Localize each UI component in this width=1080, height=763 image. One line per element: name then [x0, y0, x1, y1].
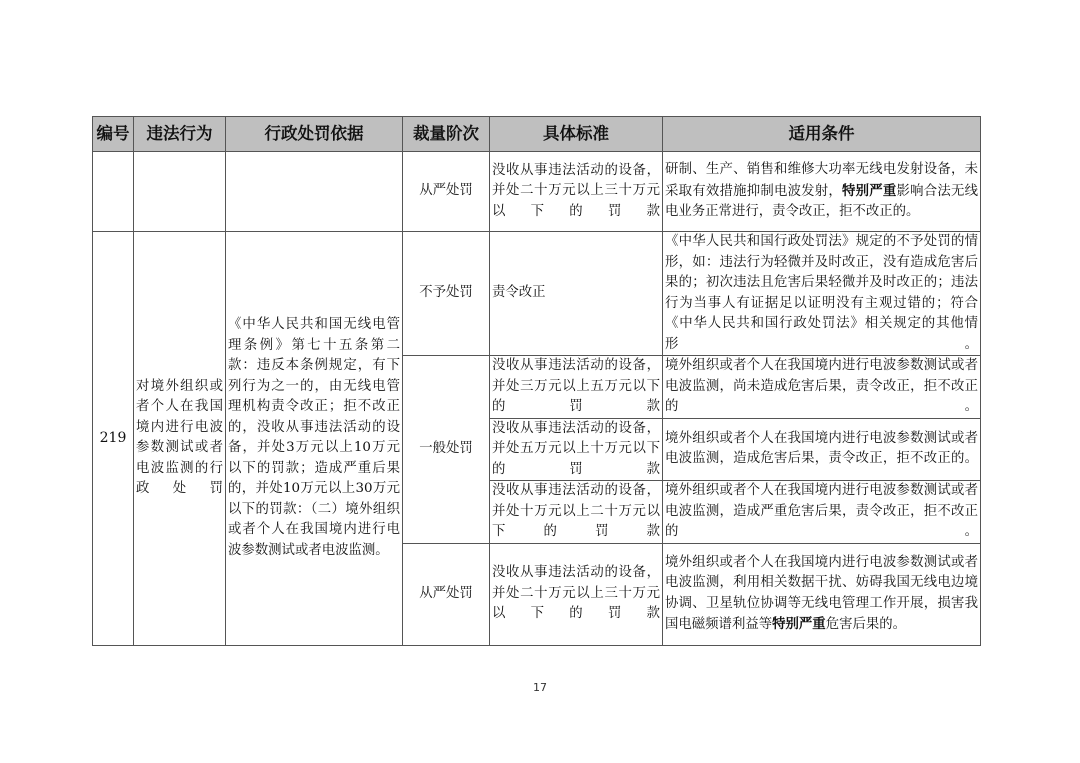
condition-cell	[663, 543, 981, 645]
condition-cell	[663, 152, 981, 232]
standard-cell: 没收从事违法活动的设备，并处五万元以上十万元以下的罚款	[490, 418, 663, 481]
table-header-row	[93, 117, 981, 152]
header-level: 裁量阶次	[403, 117, 490, 152]
header-violation: 违法行为	[134, 117, 226, 152]
table-row	[93, 232, 981, 356]
condition-emphasis: 特别严重	[772, 616, 826, 632]
empty-cell	[226, 152, 403, 232]
condition-cell: 《中华人民共和国行政处罚法》规定的不予处罚的情形，如：违法行为轻微并及时改正，没有造成危害后果的；初次违法且危害后果轻微并及时改正的；违法行为当事人有证据足以证明没有主观过错的；符合《中华人民共和国行政处罚法》相关规定的其他情形。	[663, 232, 981, 356]
condition-text: 境外组织或者个人在我国境内进行电波参数测试或者电波监测，利用相关数据干扰、妨碍我国无线电边境协调、卫星轨位协调等无线电管理工作开展，损害我国电磁频谱利益等	[665, 554, 978, 632]
basis-cell: 《中华人民共和国无线电管理条例》第七十五条第二款：违反本条例规定，有下列行为之一的，由无线电管理机构责令改正；拒不改正的，没收从事违法活动的设备，并处3万元以上10万元以下的罚款；造成严重后果的，并处10万元以上30万元以下的罚款：（二）境外组织或者个人在我国境内进行电波参数测试或者电波监测。	[226, 232, 403, 646]
standard-cell: 没收从事违法活动的设备，并处二十万元以上三十万元以下的罚款	[490, 152, 663, 232]
condition-cell: 境外组织或者个人在我国境内进行电波参数测试或者电波监测，尚未造成危害后果，责令改正，拒不改正的。	[663, 356, 981, 419]
standard-cell: 没收从事违法活动的设备，并处二十万元以上三十万元以下的罚款	[490, 543, 663, 645]
page-number: 17	[533, 681, 547, 694]
condition-emphasis: 特别严重	[842, 182, 897, 199]
level-cell: 从严处罚	[403, 543, 490, 645]
empty-cell	[134, 152, 226, 232]
penalty-table	[92, 116, 981, 646]
header-standard: 具体标准	[490, 117, 663, 152]
condition-cell: 境外组织或者个人在我国境内进行电波参数测试或者电波监测，造成严重危害后果，责令改正，拒不改正的。	[663, 481, 981, 544]
header-basis: 行政处罚依据	[226, 117, 403, 152]
violation-cell: 对境外组织或者个人在我国境内进行电波参数测试或者电波监测的行政处罚	[134, 232, 226, 646]
level-cell: 一般处罚	[403, 356, 490, 544]
condition-text: 研制、生产、销售和维修大功率无线电发射设备，未采取有效措施抑制电波发射，	[665, 162, 978, 199]
table-row	[93, 152, 981, 232]
level-cell: 不予处罚	[403, 232, 490, 356]
condition-cell: 境外组织或者个人在我国境内进行电波参数测试或者电波监测，造成危害后果，责令改正，拒不改正的。	[663, 418, 981, 481]
header-conditions: 适用条件	[663, 117, 981, 152]
item-number: 219	[93, 232, 134, 646]
standard-cell: 没收从事违法活动的设备，并处三万元以上五万元以下的罚款	[490, 356, 663, 419]
level-cell: 从严处罚	[403, 152, 490, 232]
empty-cell	[93, 152, 134, 232]
condition-text: 危害后果的。	[825, 617, 907, 632]
standard-cell: 没收从事违法活动的设备，并处十万元以上二十万元以下的罚款	[490, 481, 663, 544]
header-number: 编号	[93, 117, 134, 152]
condition-text: 影响合法无线电业务正常进行，责令改正，拒不改正的。	[665, 183, 979, 220]
standard-cell: 责令改正	[490, 232, 663, 356]
